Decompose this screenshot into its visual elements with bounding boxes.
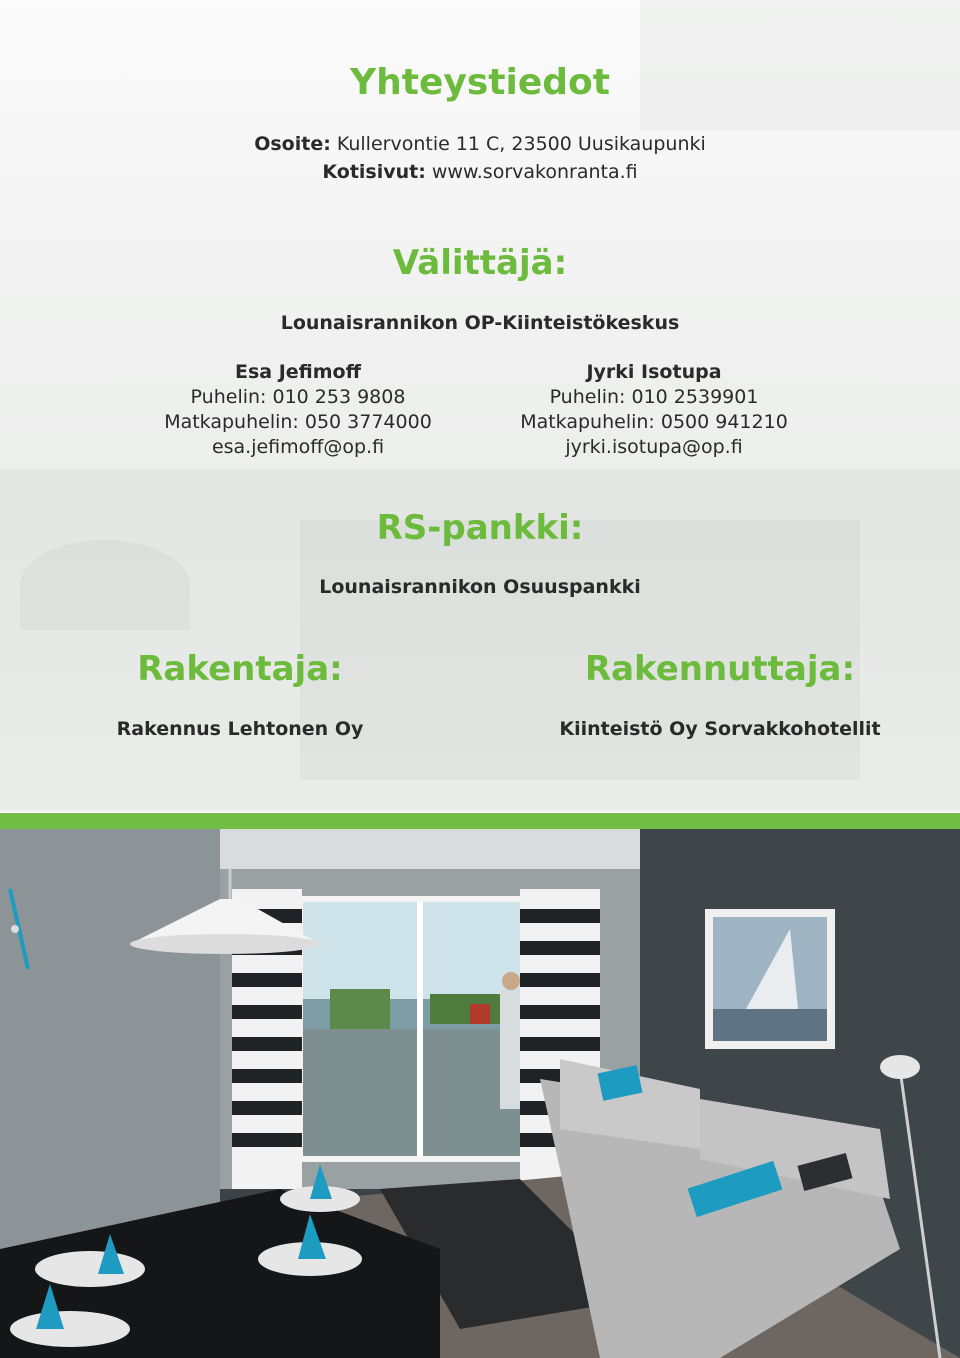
website-link[interactable]: www.sorvakonranta.fi	[431, 161, 638, 183]
agent-name: Esa Jefimoff	[234, 361, 361, 383]
agent-email[interactable]: esa.jefimoff@op.fi	[211, 436, 385, 458]
agent-phone: Puhelin: 010 2539901	[549, 386, 759, 408]
green-divider	[0, 813, 960, 829]
builder-title: Rakentaja:	[137, 649, 343, 689]
address-label: Osoite:	[254, 133, 331, 155]
agent-mobile: Matkapuhelin: 050 3774000	[164, 411, 432, 433]
interior-rendering	[0, 829, 960, 1358]
website-label: Kotisivut:	[322, 161, 426, 183]
website-line	[0, 158, 960, 186]
bank-name: Lounaisrannikon Osuuspankki	[319, 576, 641, 598]
address-value: Kullervontie 11 C, 23500 Uusikaupunki	[336, 133, 706, 155]
bank-title: RS-pankki:	[376, 508, 584, 548]
agent-mobile: Matkapuhelin: 0500 941210	[520, 411, 788, 433]
agent-name: Jyrki Isotupa	[586, 361, 722, 383]
agent-card	[444, 360, 864, 460]
agent-email[interactable]: jyrki.isotupa@op.fi	[565, 436, 743, 458]
contact-title: Yhteystiedot	[350, 62, 610, 103]
agent-phone: Puhelin: 010 253 9808	[190, 386, 406, 408]
broker-title: Välittäjä:	[392, 243, 568, 283]
developer-title: Rakennuttaja:	[584, 649, 856, 689]
builder-name: Rakennus Lehtonen Oy	[116, 718, 364, 740]
developer-name: Kiinteistö Oy Sorvakkohotellit	[559, 718, 881, 740]
address-line	[0, 130, 960, 158]
living-room-illustration	[0, 829, 960, 1358]
broker-company: Lounaisrannikon OP-Kiinteistökeskus	[280, 312, 680, 334]
